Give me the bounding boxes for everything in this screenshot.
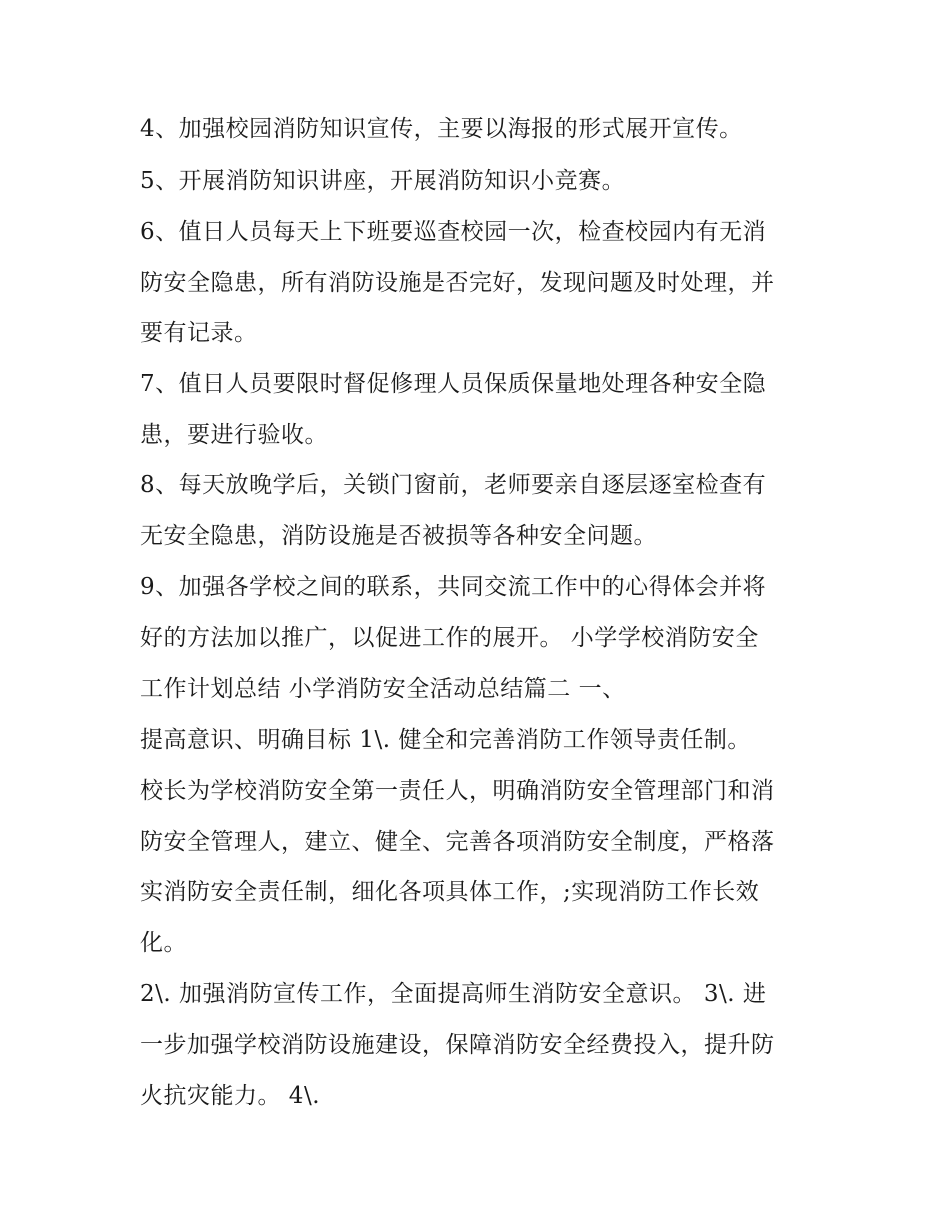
text-line: 要有记录。	[140, 320, 258, 346]
text-line: 火抗灾能力。 4\.	[140, 1083, 321, 1109]
text-line: 好的方法加以推广，以促进工作的展开。 小学学校消防安全	[140, 625, 759, 651]
text-line: 4、加强校园消防知识宣传，主要以海报的形式展开宣传。	[140, 116, 743, 142]
text-line: 防安全隐患，所有消防设施是否完好，发现问题及时处理，并	[140, 270, 775, 296]
text-line: 2\. 加强消防宣传工作，全面提高师生消防安全意识。 3\. 进	[140, 981, 767, 1007]
text-line: 5、开展消防知识讲座，开展消防知识小竞赛。	[140, 168, 626, 194]
text-line: 一步加强学校消防设施建设，保障消防安全经费投入，提升防	[140, 1032, 775, 1058]
text-line: 实消防安全责任制，细化各项具体工作，;实现消防工作长效	[140, 879, 760, 905]
text-line: 防安全管理人，建立、健全、完善各项消防安全制度，严格落	[140, 829, 775, 855]
text-line: 化。	[140, 930, 187, 956]
text-line: 无安全隐患，消防设施是否被损等各种安全问题。	[140, 523, 657, 549]
text-line: 8、每天放晚学后，关锁门窗前，老师要亲自逐层逐室检查有	[140, 472, 767, 498]
text-line: 患，要进行验收。	[140, 422, 328, 448]
text-line: 校长为学校消防安全第一责任人，明确消防安全管理部门和消	[140, 778, 775, 804]
text-line: 工作计划总结 小学消防安全活动总结篇二 一、	[140, 676, 626, 702]
text-line: 9、加强各学校之间的联系，共同交流工作中的心得体会并将	[140, 574, 767, 600]
text-line: 6、值日人员每天上下班要巡查校园一次，检查校园内有无消	[140, 219, 767, 245]
text-line: 提高意识、明确目标 1\. 健全和完善消防工作领导责任制。	[140, 727, 751, 753]
text-line: 7、值日人员要限时督促修理人员保质保量地处理各种安全隐	[140, 371, 767, 397]
